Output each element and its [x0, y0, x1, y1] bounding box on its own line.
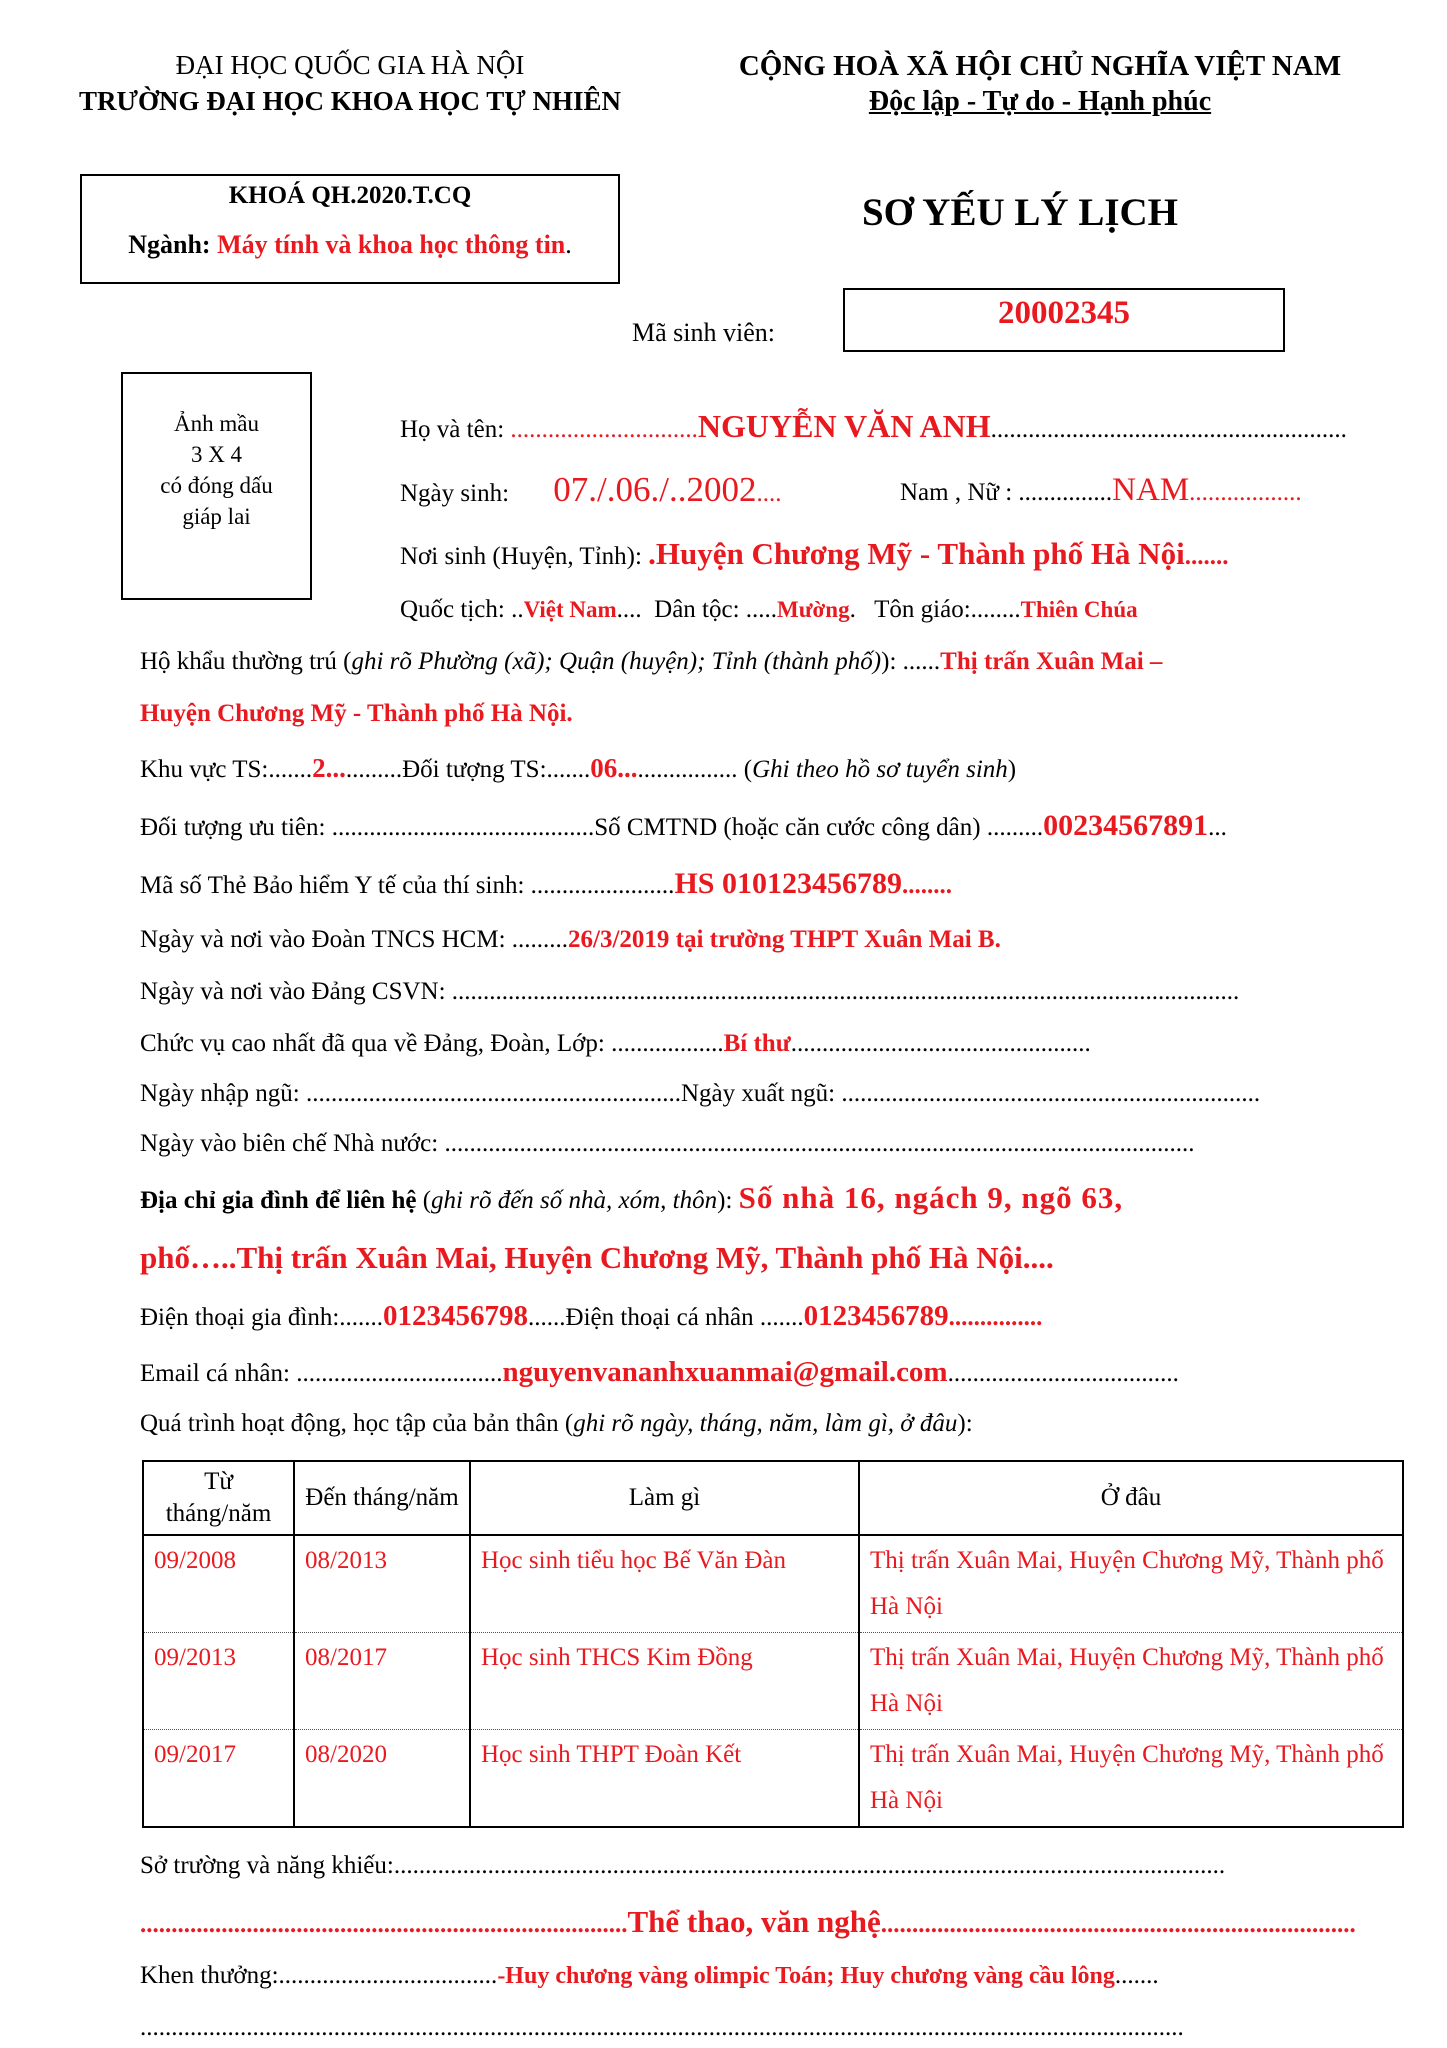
youth-label: Ngày và nơi vào Đoàn TNCS HCM: ......... — [140, 926, 569, 953]
birthplace-value: .Huyện Chương Mỹ - Thành phố Hà Nội — [648, 536, 1185, 571]
nationality-label: Quốc tịch: .. — [400, 596, 524, 623]
idcard-dots: ... — [1208, 814, 1227, 841]
photo-line-4: giáp lai — [182, 504, 251, 529]
address-value-2: phố…..Thị trấn Xuân Mai, Huyện Chương Mỹ, Thành phố Hà Nội.... — [140, 1240, 1054, 1275]
cell-from: 09/2017 — [143, 1730, 294, 1828]
cell-where: Thị trấn Xuân Mai, Huyện Chương Mỹ, Thành phố Hà Nội — [859, 1535, 1403, 1633]
area-label: Khu vực TS:....... — [140, 756, 313, 783]
country-name: CỘNG HOÀ XÃ HỘI CHỦ NGHĨA VIỆT NAM — [738, 50, 1342, 82]
table-row — [143, 1730, 1403, 1828]
nationality-row — [400, 594, 1138, 626]
photo-note — [121, 408, 312, 532]
insurance-dots: ........ — [901, 872, 952, 899]
address-label-note: ghi rõ đến số nhà, xóm, thôn — [431, 1187, 718, 1214]
cell-to: 08/2020 — [294, 1730, 470, 1828]
religion-label: Tôn giáo: — [874, 596, 971, 623]
dob-value: 07./.06./..2002 — [553, 470, 757, 509]
dob-label: Ngày sinh: — [400, 480, 510, 507]
sex-value: NAM — [1112, 472, 1190, 508]
insurance-label: Mã số Thẻ Bảo hiểm Y tế của thí sinh: ....................... — [140, 872, 675, 899]
talent-value: Thể thao, văn nghệ — [627, 1904, 881, 1939]
activity-label — [140, 1408, 973, 1440]
position-value: Bí thư — [723, 1030, 791, 1057]
major-end: . — [565, 230, 572, 259]
email-value: nguyenvananhxuanmai@gmail.com — [502, 1356, 948, 1388]
email-row — [140, 1356, 1179, 1390]
residence-label-note: ghi rõ Phường (xã); Quận (huyện); Tỉnh (thành phố) — [351, 648, 882, 675]
cell-where: Thị trấn Xuân Mai, Huyện Chương Mỹ, Thành phố Hà Nội — [859, 1633, 1403, 1730]
area-row — [140, 752, 1016, 786]
email-dots: ..................................... — [947, 1360, 1179, 1387]
activity-label-pre: Quá trình hoạt động, học tập của bản thân ( — [140, 1410, 574, 1437]
university-name: ĐẠI HỌC QUỐC GIA HÀ NỘI — [175, 50, 525, 80]
cell-what: Học sinh THCS Kim Đồng — [470, 1633, 859, 1730]
course-code: KHOÁ QH.2020.T.CQ — [228, 182, 472, 209]
talent-dots-post: ............................................................................ — [880, 1911, 1356, 1938]
mobile-label: ......Điện thoại cá nhân ....... — [528, 1304, 804, 1331]
idcard-value: 00234567891 — [1043, 809, 1209, 842]
name-dots-post: ......................................................... — [990, 416, 1347, 443]
sex-dots-post: .................. — [1189, 479, 1302, 506]
ethnic-value: Mường — [777, 597, 850, 622]
student-id-label: Mã sinh viên: — [632, 318, 775, 347]
col-where: Ở đâu — [859, 1461, 1403, 1535]
col-from: Từ tháng/năm — [143, 1461, 294, 1535]
name-row — [400, 410, 1347, 446]
target-close: ) — [1007, 756, 1017, 783]
photo-line-3: có đóng dấu — [160, 473, 273, 498]
priority-row — [140, 810, 1227, 844]
dob-dots: .... — [756, 480, 782, 507]
col-what: Làm gì — [470, 1461, 859, 1535]
sex-dots-pre: ............... — [1018, 479, 1113, 506]
birthplace-label: Nơi sinh (Huyện, Tỉnh): — [400, 543, 649, 570]
cell-to: 08/2017 — [294, 1633, 470, 1730]
address-label-post: ): — [717, 1187, 739, 1214]
activity-table — [142, 1460, 1404, 1828]
activity-label-note: ghi rõ ngày, tháng, năm, làm gì, ở đâu — [573, 1410, 958, 1437]
sex-row — [900, 474, 1302, 509]
address-row — [140, 1182, 1123, 1217]
cell-where: Thị trấn Xuân Mai, Huyện Chương Mỹ, Thành phố Hà Nội — [859, 1730, 1403, 1828]
target-value: 06... — [590, 753, 638, 783]
table-row — [143, 1633, 1403, 1730]
residence-label-post: ): ...... — [881, 648, 941, 675]
talent-label: Sở trường và năng khiếu:..................................................................................................................................... — [140, 1852, 1226, 1879]
student-id-value: 20002345 — [998, 295, 1130, 331]
mobile-value: 0123456789 — [803, 1300, 949, 1332]
priority-label: Đối tượng ưu tiên: .......................................... — [140, 814, 595, 841]
birthplace-dots: ....... — [1184, 543, 1229, 570]
target-label: .........Đối tượng TS:....... — [345, 756, 591, 783]
birthplace-row — [400, 538, 1228, 573]
youth-row — [140, 924, 1001, 956]
name-label: Họ và tên: — [400, 416, 511, 443]
area-value: 2... — [312, 753, 346, 783]
nationality-dots: .... — [616, 596, 642, 623]
cell-what: Học sinh THPT Đoàn Kết — [470, 1730, 859, 1828]
doc-title: SƠ YẾU LÝ LỊCH — [861, 191, 1179, 234]
awards-label: Khen thưởng:................................... — [140, 1962, 498, 1989]
awards-value: -Huy chương vàng olimpic Toán; Huy chương vàng cầu lông — [497, 1963, 1115, 1989]
ethnic-end: . — [849, 596, 856, 623]
staff-row: Ngày vào biên chế Nhà nước: ........................................................................................................................ — [140, 1130, 1195, 1157]
cell-from: 09/2008 — [143, 1535, 294, 1633]
insurance-row — [140, 868, 952, 902]
mobile-dots: ............... — [948, 1304, 1043, 1331]
ethnic-label: Dân tộc: — [654, 596, 746, 623]
residence-value-1: Thị trấn Xuân Mai – — [940, 648, 1163, 675]
talent-row — [140, 1906, 1356, 1941]
motto: Độc lập - Tự do - Hạnh phúc — [868, 86, 1212, 117]
name-dots-pre: .............................. — [510, 416, 698, 443]
cell-to: 08/2013 — [294, 1535, 470, 1633]
religion-dots: ........ — [970, 596, 1021, 623]
sex-label: Nam , Nữ : — [900, 479, 1019, 506]
awards-dots: ....... — [1114, 1962, 1159, 1989]
table-row — [143, 1535, 1403, 1633]
email-label: Email cá nhân: ................................. — [140, 1360, 503, 1387]
phone-row — [140, 1300, 1042, 1334]
idcard-label: Số CMTND (hoặc căn cước công dân) ......... — [594, 814, 1044, 841]
position-dots: ................................................ — [790, 1030, 1091, 1057]
dob-row — [400, 470, 782, 510]
talent-dots-pre: .............................................................................. — [140, 1911, 628, 1938]
residence-label: Hộ khẩu thường trú ( — [140, 648, 352, 675]
enlist-row: Ngày nhập ngũ: ............................................................Ngày xuất ngũ: ................................................................... — [140, 1080, 1261, 1107]
nationality-value: Việt Nam — [523, 597, 617, 622]
address-value-1: Số nhà 16, ngách 9, ngõ 63, — [738, 1180, 1124, 1215]
home-phone-label: Điện thoại gia đình:....... — [140, 1304, 384, 1331]
photo-line-1: Ảnh mầu — [174, 411, 259, 436]
target-post: ................ ( — [637, 756, 753, 783]
address-label-pre: ( — [416, 1187, 432, 1214]
activity-header-row — [143, 1461, 1403, 1535]
party-row: Ngày và nơi vào Đảng CSVN: .............................................................................................................................. — [140, 978, 1240, 1005]
cell-what: Học sinh tiểu học Bế Văn Đàn — [470, 1535, 859, 1633]
home-phone-value: 0123456798 — [383, 1300, 529, 1332]
target-note: Ghi theo hồ sơ tuyển sinh — [752, 756, 1008, 783]
name-value: NGUYỄN VĂN ANH — [697, 408, 991, 444]
course-major — [80, 230, 620, 260]
ethnic-dots: ..... — [745, 596, 778, 623]
major-value: Máy tính và khoa học thông tin — [217, 230, 566, 259]
col-to: Đến tháng/năm — [294, 1461, 470, 1535]
position-row — [140, 1028, 1091, 1060]
awards-row — [140, 1960, 1159, 1992]
activity-label-post: ): — [957, 1410, 973, 1437]
residence-row — [140, 646, 1162, 678]
awards-next-line: ....................................................................................................................................................................... — [140, 2014, 1184, 2041]
youth-value: 26/3/2019 tại trường THPT Xuân Mai B. — [568, 926, 1001, 953]
insurance-value: HS 010123456789 — [674, 867, 902, 900]
religion-value: Thiên Chúa — [1020, 597, 1138, 622]
cell-from: 09/2013 — [143, 1633, 294, 1730]
major-label: Ngành: — [128, 230, 218, 259]
residence-value-2: Huyện Chương Mỹ - Thành phố Hà Nội. — [140, 700, 573, 727]
photo-line-2: 3 X 4 — [190, 442, 243, 467]
faculty-name: TRƯỜNG ĐẠI HỌC KHOA HỌC TỰ NHIÊN — [78, 86, 622, 116]
position-label: Chức vụ cao nhất đã qua về Đảng, Đoàn, Lớp: .................. — [140, 1030, 724, 1057]
address-label: Địa chỉ gia đình để liên hệ — [140, 1187, 417, 1214]
